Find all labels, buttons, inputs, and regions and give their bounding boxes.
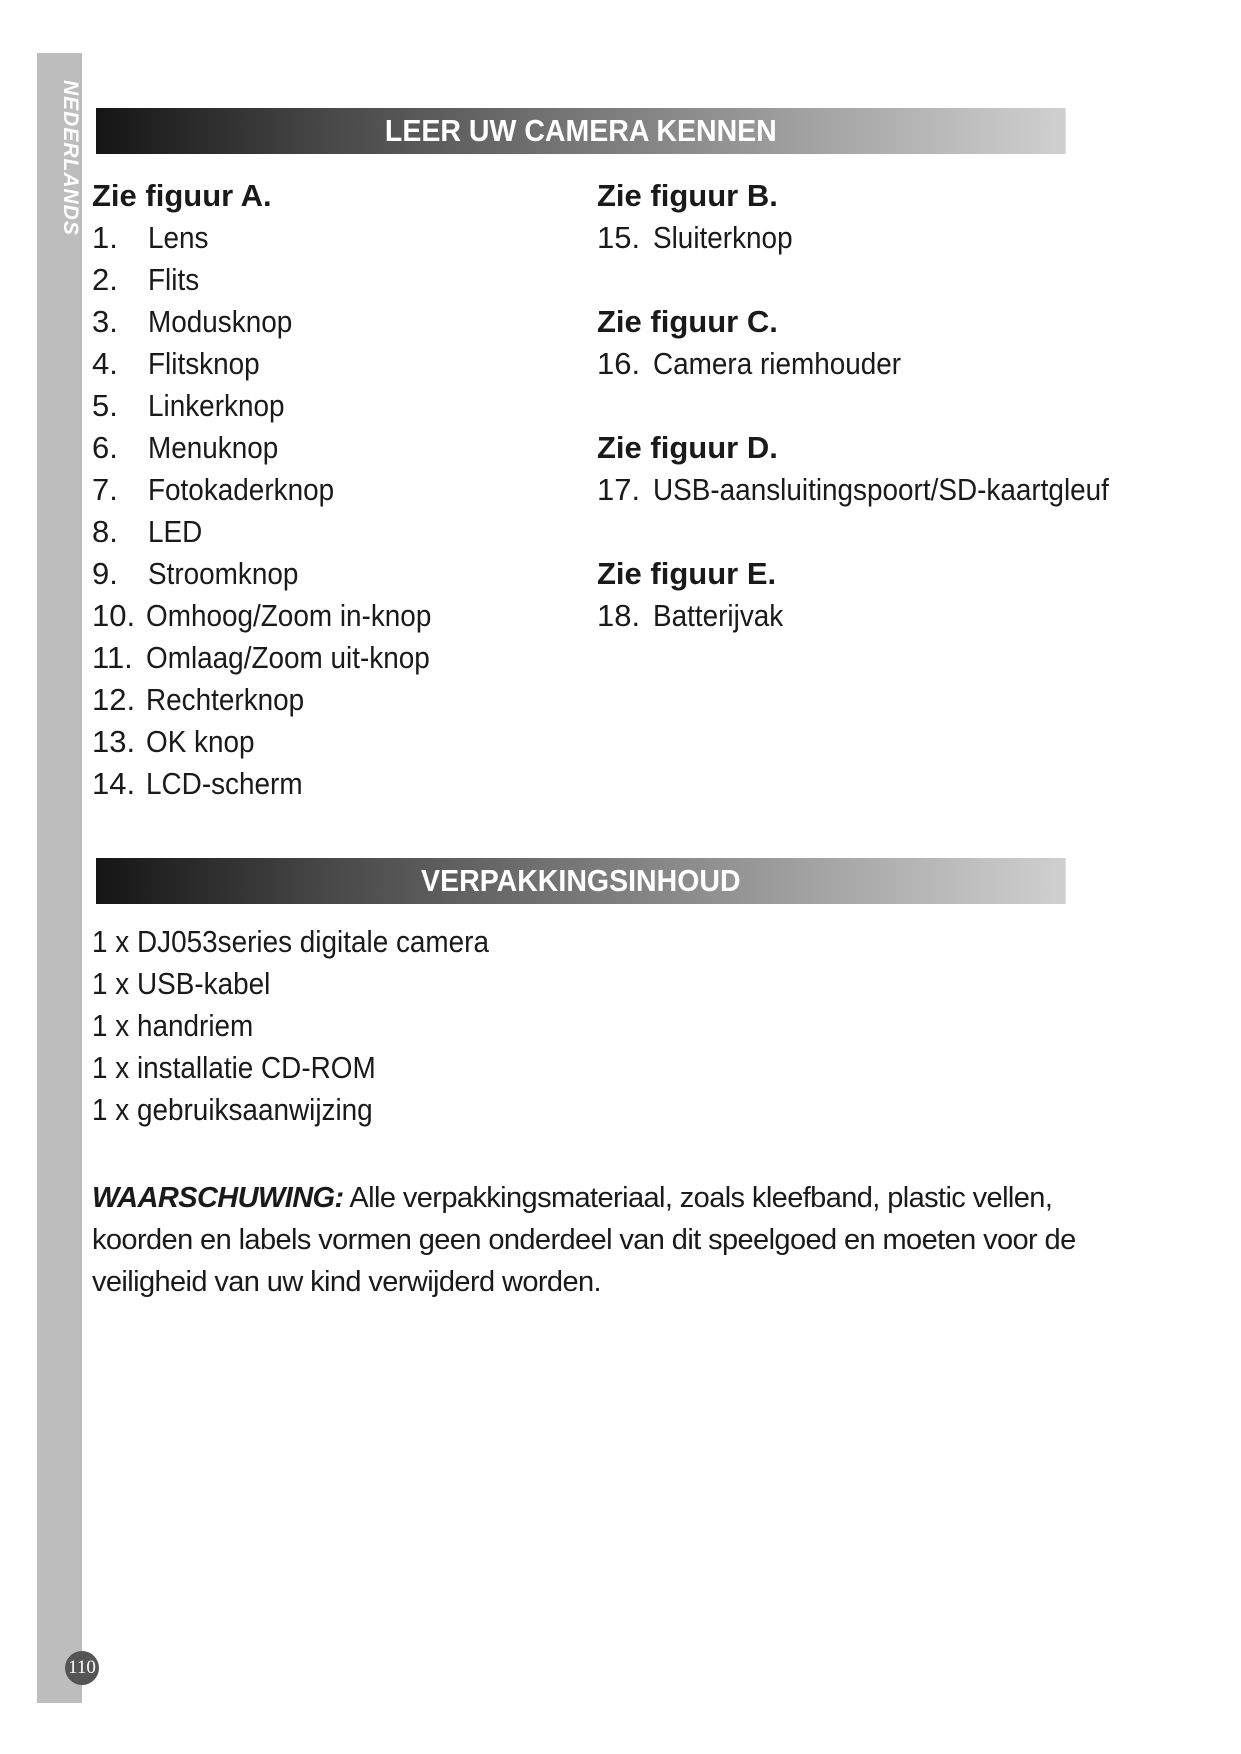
item-number: 18. xyxy=(597,598,641,633)
item-number: 9. xyxy=(92,556,118,591)
language-side-tab xyxy=(37,53,82,1703)
figure-a-heading: Zie figuur A. xyxy=(92,178,272,213)
warning-text: Alle verpakkingsmateriaal, zoals kleefband, plastic vellen, koorden en labels vormen geen onderdeel van dit speelgoed en moeten voor de veiligheid van uw kind verwijderd worden. xyxy=(92,1182,1076,1298)
warning-label: WAARSCHUWING: xyxy=(92,1182,344,1214)
list-item xyxy=(92,1089,533,1131)
item-label: Batterijvak xyxy=(653,598,784,633)
item-label: Linkerknop xyxy=(148,388,285,423)
item-label: USB-aansluitingspoort/SD-kaartgleuf xyxy=(653,472,1109,507)
list-item xyxy=(92,763,592,805)
language-label: NEDERLANDS xyxy=(59,80,82,236)
item-number: 6. xyxy=(92,430,118,465)
section-header-camera xyxy=(96,108,1066,154)
figure-a-list xyxy=(92,175,592,805)
item-number: 12. xyxy=(92,682,136,717)
list-item xyxy=(92,343,592,385)
item-label: Sluiterknop xyxy=(653,220,793,255)
list-item xyxy=(92,637,592,679)
list-item xyxy=(92,1005,533,1047)
item-number: 16. xyxy=(597,346,641,381)
item-label: LED xyxy=(148,514,203,549)
list-item xyxy=(92,921,533,963)
item-label: 1 x USB-kabel xyxy=(92,966,271,1001)
item-label: 1 x gebruiksaanwijzing xyxy=(92,1092,373,1127)
figure-b-e-list xyxy=(597,175,1157,637)
list-item xyxy=(597,595,1157,637)
list-item xyxy=(92,301,592,343)
section-title: VERPAKKINGSINHOUD xyxy=(421,863,741,898)
item-label: Omlaag/Zoom uit-knop xyxy=(146,640,430,675)
list-item xyxy=(92,217,592,259)
warning-paragraph xyxy=(92,1177,1142,1303)
item-number: 5. xyxy=(92,388,118,423)
item-label: 1 x installatie CD-ROM xyxy=(92,1050,376,1085)
list-item xyxy=(92,259,592,301)
list-item xyxy=(92,595,592,637)
item-label: OK knop xyxy=(146,724,255,759)
item-label: Rechterknop xyxy=(146,682,305,717)
figure-b-heading: Zie figuur B. xyxy=(597,178,778,213)
item-number: 17. xyxy=(597,472,641,507)
item-label: Omhoog/Zoom in-knop xyxy=(146,598,432,633)
item-label: Menuknop xyxy=(148,430,279,465)
item-number: 15. xyxy=(597,220,641,255)
page-number: 110 xyxy=(65,1651,99,1685)
item-label: Stroomknop xyxy=(148,556,299,591)
item-label: Flitsknop xyxy=(148,346,260,381)
item-label: 1 x handriem xyxy=(92,1008,254,1043)
list-item xyxy=(92,721,592,763)
figure-e-heading: Zie figuur E. xyxy=(597,556,777,591)
section-title: LEER UW CAMERA KENNEN xyxy=(384,113,777,148)
list-item xyxy=(92,1047,533,1089)
item-number: 4. xyxy=(92,346,118,381)
item-number: 11. xyxy=(92,640,133,675)
package-contents-list xyxy=(92,921,533,1131)
item-label: LCD-scherm xyxy=(146,766,303,801)
list-item xyxy=(92,679,592,721)
item-number: 7. xyxy=(92,472,118,507)
list-item xyxy=(92,385,592,427)
item-label: Fotokaderknop xyxy=(148,472,335,507)
item-number: 8. xyxy=(92,514,118,549)
list-item xyxy=(92,553,592,595)
item-number: 2. xyxy=(92,262,118,297)
figure-c-heading: Zie figuur C. xyxy=(597,304,778,339)
item-label: 1 x DJ053series digitale camera xyxy=(92,924,489,959)
list-item xyxy=(92,963,533,1005)
list-item xyxy=(597,343,1157,385)
section-header-contents xyxy=(96,858,1066,904)
item-label: Lens xyxy=(148,220,209,255)
item-number: 10. xyxy=(92,598,136,633)
item-number: 13. xyxy=(92,724,136,759)
item-number: 3. xyxy=(92,304,118,339)
list-item xyxy=(92,427,592,469)
list-item xyxy=(92,511,592,553)
figure-d-heading: Zie figuur D. xyxy=(597,430,778,465)
item-number: 1. xyxy=(92,220,118,255)
item-label: Camera riemhouder xyxy=(653,346,902,381)
item-label: Flits xyxy=(148,262,200,297)
list-item xyxy=(92,469,592,511)
item-number: 14. xyxy=(92,766,136,801)
item-label: Modusknop xyxy=(148,304,293,339)
list-item xyxy=(597,469,1157,511)
list-item xyxy=(597,217,1157,259)
